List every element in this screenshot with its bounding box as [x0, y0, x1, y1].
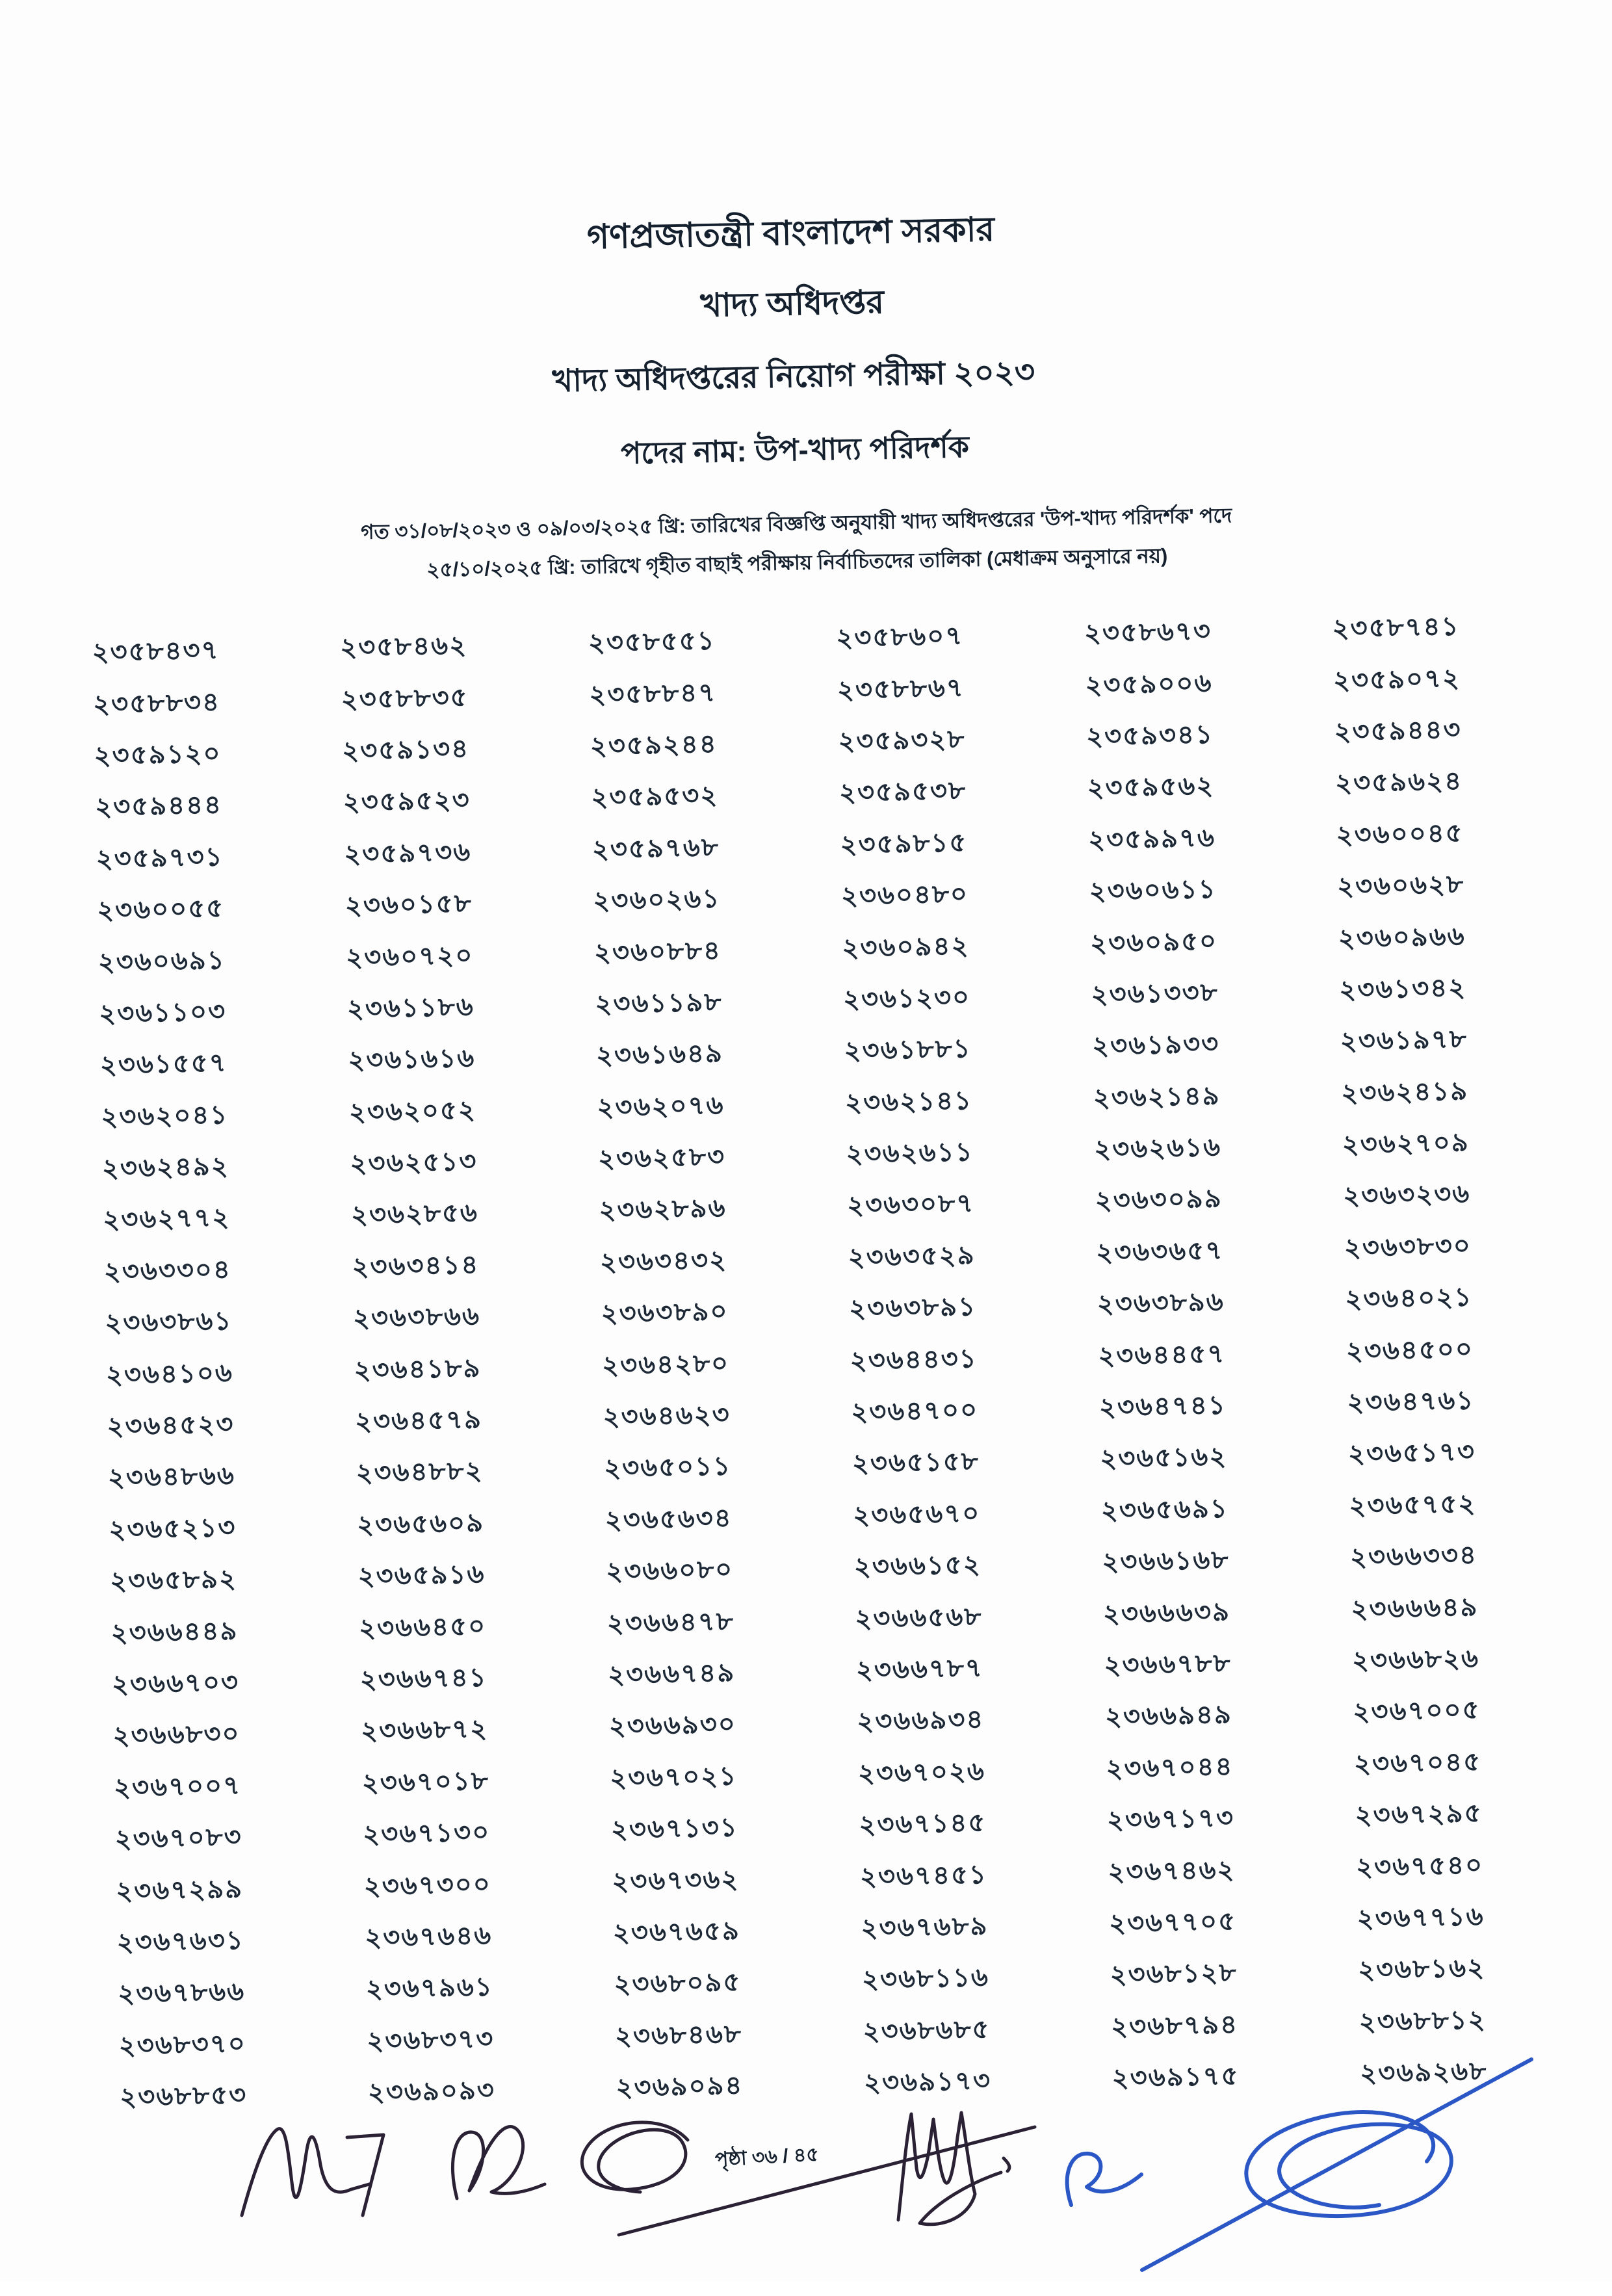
roll-number: ২৩৬২৪১৯: [1340, 1076, 1469, 1108]
roll-number: ২৩৫৮৮৩৫: [341, 683, 469, 714]
roll-number: ২৩৬৬৩৩৪: [1349, 1541, 1478, 1572]
roll-number: ২৩৬৭০২৬: [857, 1756, 986, 1788]
roll-number: ২৩৬৭৬৮৯: [861, 1911, 989, 1943]
roll-number: ২৩৬৪৭৬১: [1347, 1386, 1475, 1418]
roll-number: ২৩৬৩৮৬১: [104, 1307, 233, 1338]
exam-title: খাদ্য অধিদপ্তরের নিয়োগ পরীক্ষা ২০২৩: [552, 355, 1035, 399]
roll-number: ২৩৫৯৭৬৮: [592, 833, 720, 865]
roll-number: ২৩৬২৫৮৩: [597, 1142, 726, 1174]
signature-4: [898, 2113, 1009, 2224]
signature-1: [242, 2129, 384, 2215]
roll-number: ২৩৬২৫১৩: [350, 1147, 478, 1179]
roll-number: ২৩৬১১৮৬: [346, 992, 475, 1024]
roll-number: ২৩৫৯০৭২: [1332, 664, 1461, 695]
roll-number: ২৩৬৬১৫২: [853, 1550, 982, 1582]
roll-number: ২৩৬৭৭০৫: [1108, 1907, 1237, 1938]
roll-number: ২৩৫৮৮৪৭: [588, 678, 717, 709]
roll-number: ২৩৬৪২৮০: [601, 1349, 730, 1380]
roll-number: ২৩৬২০৭৬: [597, 1091, 725, 1122]
roll-number: ২৩৬৭৯৬১: [365, 1972, 494, 2004]
roll-number: ২৩৬৮৬৮৫: [863, 2015, 991, 2046]
roll-number: ২৩৬১২৩০: [842, 983, 971, 1014]
roll-number: ২৩৬০৬২৮: [1336, 870, 1465, 902]
roll-number: ২৩৫৮৫৫১: [588, 626, 716, 658]
roll-number: ২৩৬৬৭৮৮: [1104, 1649, 1232, 1680]
roll-number: ২৩৬৭০০৫: [1353, 1695, 1481, 1727]
roll-number: ২৩৬২০৪১: [100, 1100, 229, 1132]
roll-number: ২৩৬৭১৩১: [610, 1813, 739, 1845]
roll-number: ২৩৬৪১৮৯: [354, 1353, 482, 1385]
roll-number: ২৩৬৪৭০০: [850, 1396, 979, 1427]
roll-number: ২৩৬৭৪৬২: [1108, 1855, 1236, 1886]
roll-number: ২৩৫৮৮৬৭: [837, 673, 965, 705]
roll-number: ২৩৬৬০৮০: [605, 1555, 734, 1587]
roll-number: ২৩৬৭৬৫৯: [612, 1916, 741, 1948]
roll-number: ২৩৫৯৯৭৬: [1087, 823, 1216, 855]
roll-number: ২৩৬৯০৯৩: [367, 2076, 496, 2107]
roll-number: ২৩৬১৯৩৩: [1091, 1030, 1220, 1061]
roll-number: ২৩৫৯১৩৪: [341, 734, 470, 766]
roll-number: ২৩৫৯১২০: [94, 739, 222, 770]
roll-number: ২৩৫৯৩৪১: [1086, 720, 1214, 751]
roll-number: ২৩৬৬৪৪৯: [110, 1616, 239, 1648]
roll-number: ২৩৬৯১৭৫: [1112, 2061, 1240, 2093]
roll-number: ২৩৬৮১৬২: [1357, 1953, 1486, 1985]
roll-number: ২৩৫৯২৪৪: [590, 729, 718, 761]
roll-number: ২৩৬৩৪৩২: [599, 1246, 728, 1277]
roll-number: ২৩৬০৮৮৪: [593, 936, 722, 967]
roll-number: ২৩৬৫০১১: [603, 1452, 732, 1483]
roll-number: ২৩৬৫১৭৩: [1347, 1437, 1476, 1469]
roll-number: ২৩৬৩০৯৯: [1095, 1184, 1223, 1216]
signature-6: [1142, 2059, 1531, 2270]
roll-number: ২৩৬৮৭৯৪: [1110, 2010, 1239, 2042]
roll-number: ২৩৬৭৩৬২: [611, 1864, 740, 1896]
notice-line-2: ২৫/১০/২০২৫ খ্রি: তারিখে গৃহীত বাছাই পরীক্ষায় নির্বাচিতদের তালিকা (মেধাক্রম অনুসারে নয়): [426, 544, 1168, 582]
roll-number: ২৩৬১১৯৮: [595, 987, 723, 1019]
roll-number: ২৩৬৭৬৪৬: [364, 1921, 493, 1953]
roll-number: ২৩৬৩২৩৬: [1342, 1179, 1471, 1211]
roll-number: ২৩৬৮০৯৫: [614, 1968, 742, 2000]
signature-5: [1067, 2154, 1141, 2205]
roll-number: ২৩৫৯৫৩৮: [838, 776, 967, 808]
roll-number: ২৩৬০৯৫০: [1089, 926, 1218, 958]
roll-number: ২৩৫৮৭৪১: [1332, 612, 1460, 644]
roll-number: ২৩৬১৬১৬: [347, 1044, 476, 1075]
roll-number: ২৩৬৬৪৭৮: [606, 1606, 735, 1638]
roll-number: ২৩৬২৮৫৬: [350, 1199, 479, 1230]
roll-number: ২৩৬৭৬৩১: [116, 1925, 245, 1957]
roll-number: ২৩৫৯৫৬২: [1087, 772, 1215, 803]
roll-number: ২৩৬০৯৪২: [842, 931, 970, 963]
roll-number: ২৩৬৬৬৪৯: [1351, 1592, 1479, 1624]
roll-number: ২৩৬৬১৬৮: [1102, 1545, 1230, 1577]
roll-number: ২৩৬২৭৭২: [102, 1203, 231, 1235]
roll-number: ২৩৫৯৭৩৬: [343, 837, 472, 869]
roll-number: ২৩৫৯৪৪৪: [94, 790, 223, 822]
roll-number: ২৩৬৪৫২৩: [107, 1410, 235, 1441]
roll-number: ২৩৫৯০০৬: [1085, 668, 1213, 700]
roll-number: ২৩৬০৯৬৬: [1338, 922, 1466, 953]
roll-number: ২৩৫৮৪৬২: [339, 631, 468, 662]
roll-number: ২৩৬০৭২০: [345, 941, 474, 972]
roll-number: ২৩৫৯৫৩২: [590, 781, 719, 813]
roll-number: ২৩৫৯৪৪৩: [1334, 715, 1462, 747]
roll-number: ২৩৬৩০৮৭: [846, 1189, 975, 1221]
roll-number: ২৩৬০১৫৮: [344, 889, 473, 920]
roll-number: ২৩৬১৯৭৮: [1340, 1024, 1468, 1056]
roll-number: ২৩৬৭১৭৩: [1106, 1803, 1235, 1835]
roll-number: ২৩৬৫৬০৯: [356, 1508, 485, 1540]
roll-number: ২৩৬৬৬৩৯: [1102, 1597, 1231, 1629]
roll-number: ২৩৬৪৬২৩: [603, 1400, 731, 1432]
roll-number: ২৩৬৬৮৭২: [360, 1714, 489, 1746]
roll-number: ২৩৬০০৫৫: [96, 894, 225, 926]
roll-number: ২৩৫৯৮১৫: [840, 828, 968, 859]
roll-number: ২৩৫৯৩২৮: [838, 725, 966, 756]
roll-number: ২৩৬৫৬৩৪: [604, 1504, 733, 1535]
roll-number: ২৩৬৫১৫৮: [852, 1447, 980, 1479]
roll-number: ২৩৬২১৪১: [844, 1086, 973, 1117]
roll-number: ২৩৬২৪৯২: [101, 1152, 230, 1183]
roll-number: ২৩৬৩৪১৪: [352, 1250, 480, 1282]
roll-number: ২৩৬৪১০৬: [105, 1358, 234, 1390]
roll-number: ২৩৬৪৪৩১: [850, 1344, 978, 1376]
roll-number: ২৩৬৭৪৫১: [859, 1860, 988, 1892]
roll-number: ২৩৬৫৬৯১: [1100, 1494, 1229, 1526]
roll-number: ২৩৬৬৮২৬: [1351, 1644, 1480, 1676]
roll-number: ২৩৬৫৬৭০: [852, 1498, 981, 1530]
roll-number: ২৩৬৬৭৮৭: [855, 1653, 984, 1685]
roll-number: ২৩৬৯১৭৩: [863, 2066, 992, 2098]
roll-number: ২৩৬৭০১৮: [361, 1766, 490, 1798]
roll-number: ২৩৫৯৬২৪: [1334, 766, 1463, 798]
post-title: পদের নাম: উপ-খাদ্য পরিদর্শক: [620, 430, 970, 471]
roll-number: ২৩৬১৩৩৮: [1091, 978, 1219, 1010]
roll-number: ২৩৬২৭০৯: [1342, 1128, 1470, 1160]
roll-number: ২৩৬৪৫৭৯: [354, 1405, 483, 1437]
roll-number: ২৩৬৩৩০৪: [103, 1255, 232, 1286]
roll-number: ২৩৬৭০২১: [609, 1762, 738, 1793]
roll-number: ২৩৬১১০৩: [98, 997, 227, 1028]
roll-number: ২৩৬৫৯১৬: [358, 1559, 486, 1591]
roll-number: ২৩৫৯৫২৩: [343, 786, 471, 817]
roll-number: ২৩৬৭১৩০: [362, 1818, 491, 1849]
roll-number: ২৩৬৬৯৪৯: [1104, 1700, 1233, 1732]
roll-number: ২৩৬১৬৪৯: [595, 1039, 724, 1071]
roll-number: ২৩৬৬৪৫০: [358, 1611, 487, 1643]
roll-number: ২৩৬৮১১৬: [861, 1963, 990, 1994]
roll-number: ২৩৬০৪৮০: [840, 880, 969, 911]
roll-number: ২৩৬৫৭৫২: [1349, 1489, 1477, 1520]
roll-number: ২৩৬০৬১১: [1089, 874, 1217, 906]
roll-number: ২৩৬৩৮৯১: [848, 1292, 977, 1324]
department-title: খাদ্য অধিদপ্তর: [699, 283, 885, 324]
roll-number: ২৩৬২১৪৯: [1093, 1081, 1221, 1113]
roll-number: ২৩৬৭০৮৩: [114, 1823, 243, 1854]
roll-number: ২৩৬৮৮১২: [1358, 2005, 1487, 2037]
roll-number: ২৩৬৪৫০০: [1346, 1335, 1474, 1366]
roll-number: ২৩৬৪০২১: [1344, 1283, 1473, 1314]
roll-number: ২৩৬৩৮৬৬: [352, 1301, 481, 1333]
roll-number: ২৩৬১৩৪২: [1338, 973, 1467, 1005]
notice-line-1: গত ৩১/০৮/২০২৩ ও ০৯/০৩/২০২৫ খ্রি: তারিখের বিজ্ঞপ্তি অনুযায়ী খাদ্য অধিদপ্তরের 'উপ-খাদ্য পরিদর্শক' পদে: [360, 504, 1232, 544]
roll-number: ২৩৬১৫৫৭: [99, 1049, 228, 1080]
roll-number: ২৩৬৬৯৩০: [608, 1710, 737, 1742]
roll-number: ২৩৬৬৮৩০: [112, 1719, 240, 1751]
roll-number: ২৩৬৭৩০০: [363, 1870, 492, 1901]
roll-number: ২৩৬৯০৯৪: [616, 2071, 744, 2103]
roll-number: ২৩৬৮৩৭৩: [366, 2024, 495, 2055]
roll-number: ২৩৬২০৫২: [348, 1095, 477, 1127]
government-title: গণপ্রজাতন্ত্রী বাংলাদেশ সরকার: [586, 211, 995, 257]
roll-number: ২৩৬৪৮৮২: [356, 1457, 484, 1488]
roll-number: ২৩৬৭০০৭: [113, 1771, 242, 1803]
roll-number: ২৩৬৪৮৬৬: [107, 1461, 236, 1493]
roll-number: ২৩৬৬৫৬৮: [854, 1602, 983, 1634]
roll-number: ২৩৬৭০৪৫: [1353, 1747, 1482, 1779]
roll-number: ২৩৬৬৯৩৪: [856, 1705, 985, 1737]
roll-number: ২৩৬৮১২৮: [1110, 1958, 1238, 1990]
signature-2: [452, 2126, 545, 2198]
roll-number: ২৩৬২৬১১: [846, 1138, 974, 1169]
roll-number: ২৩৬৩৮৯৬: [1097, 1287, 1225, 1319]
roll-number: ২৩৬৫৮৯২: [109, 1565, 238, 1596]
roll-number: ২৩৬৩৮৯০: [601, 1297, 729, 1329]
roll-number: ২৩৬৭৮৬৬: [117, 1977, 246, 2009]
roll-number: ২৩৬৩৬৫৭: [1095, 1236, 1224, 1268]
roll-grid: [31, 601, 1548, 2126]
roll-number: ২৩৬৪৭৪১: [1098, 1390, 1227, 1422]
roll-number: ২৩৬৭১৪৫: [859, 1808, 987, 1840]
roll-number: ২৩৬৬৭০৩: [111, 1667, 240, 1699]
roll-number: ২৩৬০৬৯১: [98, 945, 226, 977]
roll-number: ২৩৫৮৪৩৭: [92, 636, 220, 668]
roll-number: ২৩৬০২৬১: [592, 884, 721, 916]
roll-number: ২৩৬৫২১৩: [109, 1513, 237, 1545]
roll-number: ২৩৫৯৭৩১: [96, 842, 224, 874]
roll-number: ২৩৬৯২৬৮: [1359, 2057, 1488, 2089]
roll-number: ২৩৬৮৪৬৮: [614, 2019, 743, 2051]
roll-number: ২৩৬৬৭৪১: [359, 1663, 488, 1695]
roll-number: ২৩৫৮৬৭৩: [1084, 617, 1212, 648]
roll-number: ২৩৬২৬১৬: [1093, 1132, 1222, 1164]
roll-number: ২৩৬৫১৬২: [1099, 1442, 1228, 1474]
page-number-label: পৃষ্ঠা ৩৬ / ৪৫: [714, 2143, 820, 2171]
roll-number: ২৩৫৮৬০৭: [835, 621, 964, 653]
roll-number: ২৩৬৭৭১৬: [1357, 1902, 1485, 1933]
roll-number: ২৩৬২৮৯৬: [599, 1194, 727, 1225]
roll-number: ২৩৬৬৭৪৯: [607, 1658, 736, 1690]
roll-number: ২৩৬৭৫৪০: [1355, 1850, 1484, 1882]
roll-number: ২৩৬০০৪৫: [1336, 818, 1464, 850]
roll-number: ২৩৬৮৩৭০: [118, 2029, 247, 2061]
roll-number: ২৩৫৮৮৩৪: [92, 687, 221, 719]
roll-number: ২৩৬৮৮৫৩: [119, 2080, 248, 2112]
roll-number: ২৩৬৩৫২৯: [848, 1240, 976, 1272]
roll-number: ২৩৬৭০৪৪: [1106, 1752, 1234, 1784]
roll-number: ২৩৬১৮৮১: [844, 1034, 972, 1066]
roll-number: ২৩৬৭২৯৫: [1355, 1799, 1483, 1831]
roll-number: ২৩৬৭২৯৯: [115, 1874, 244, 1906]
roll-number: ২৩৬৩৮৩০: [1344, 1231, 1472, 1263]
roll-number: ২৩৬৪৪৫৭: [1097, 1339, 1226, 1371]
